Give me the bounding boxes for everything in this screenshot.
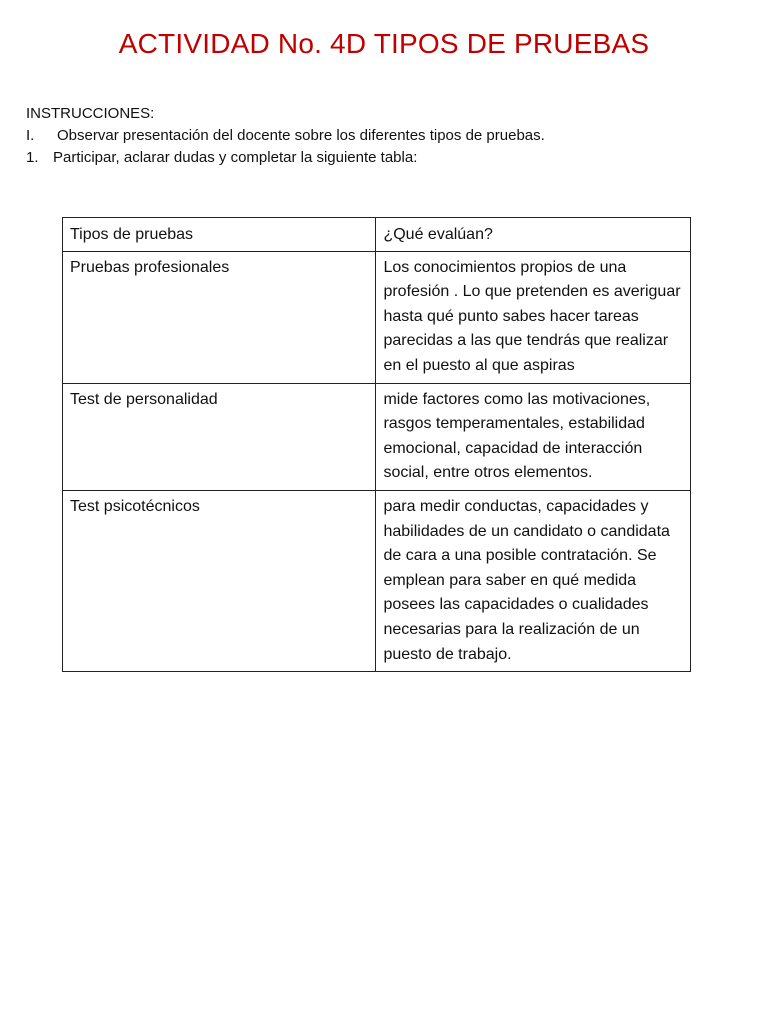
instruction-marker: 1. <box>26 149 39 166</box>
instructions-heading: INSTRUCCIONES: <box>26 105 155 122</box>
instruction-text: Participar, aclarar dudas y completar la siguiente tabla: <box>53 149 418 166</box>
table-row <box>63 383 691 490</box>
table-row <box>63 251 691 383</box>
instruction-text: Observar presentación del docente sobre los diferentes tipos de pruebas. <box>57 127 545 144</box>
instructions-block <box>26 103 746 169</box>
cell-evaluates: Los conocimientos propios de una profesión . Lo que pretenden es averiguar hasta qué punto sabes hacer tareas parecidas a las que tendrás que realizar en el puesto al que aspiras <box>376 251 691 383</box>
cell-test-type: Test psicotécnicos <box>63 490 376 671</box>
header-cell-type: Tipos de pruebas <box>63 218 376 252</box>
cell-evaluates: para medir conductas, capacidades y habilidades de un candidato o candidata de cara a una posible contratación. Se emplean para saber en qué medida posees las capacidades o cualidades necesarias para la realización de un puesto de trabajo. <box>376 490 691 671</box>
page-title: ACTIVIDAD No. 4D TIPOS DE PRUEBAS <box>118 28 650 59</box>
cell-test-type: Test de personalidad <box>63 383 376 490</box>
table-header-row <box>63 218 691 252</box>
instruction-marker: I. <box>26 127 35 144</box>
header-cell-evaluates: ¿Qué evalúan? <box>376 218 691 252</box>
instruction-item <box>26 125 746 147</box>
cell-evaluates: mide factores como las motivaciones, rasgos temperamentales, estabilidad emocional, capacidad de interacción social, entre otros elementos. <box>376 383 691 490</box>
cell-test-type: Pruebas profesionales <box>63 251 376 383</box>
table-row <box>63 490 691 671</box>
test-types-table <box>62 217 691 672</box>
instruction-item <box>26 147 746 169</box>
